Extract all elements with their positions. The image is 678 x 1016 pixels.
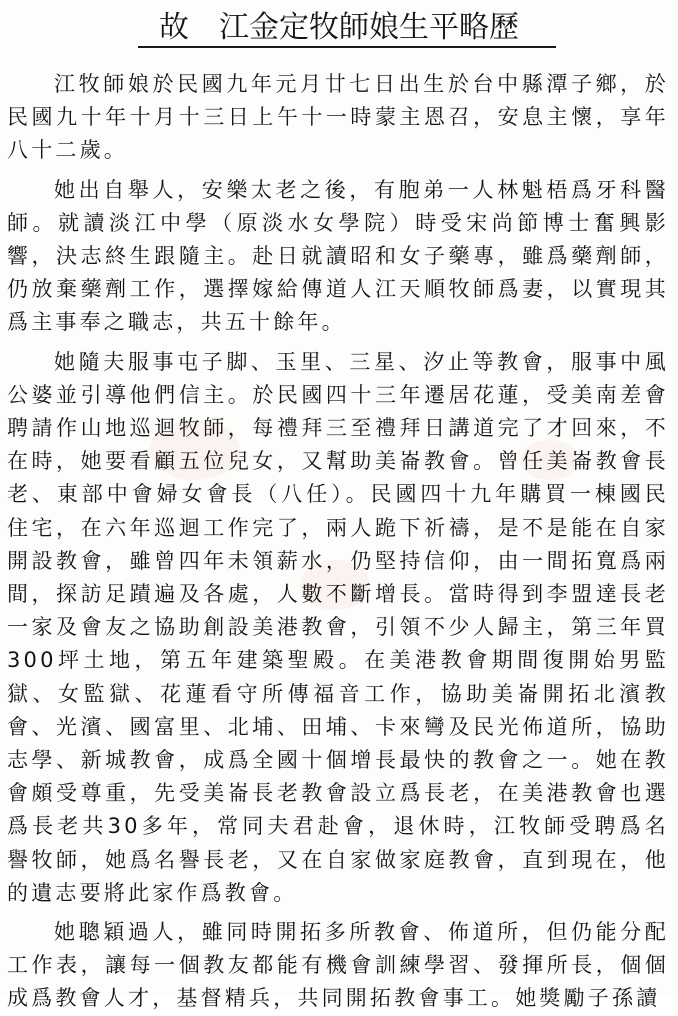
paragraph-background: 她出自舉人，安樂太老之後，有胞弟一人林魁梧爲牙科醫師。就讀淡江中學（原淡水女學院）時受宋尚節博士奮興影響，決志終生跟隨主。赴日就讀昭和女子藥專，雖爲藥劑師，仍放棄藥劑工作，選擇嫁給傳道人江天順牧師爲妻，以實現其爲主事奉之職志，共五十餘年。: [7, 177, 669, 335]
document-title: 故 江金定牧師娘生平略歷: [159, 10, 519, 45]
document-body: [7, 68, 669, 1016]
title-underline: [138, 46, 556, 48]
paragraph-birth-death: 江牧師娘於民國九年元月廿七日出生於台中縣潭子鄉，於民國九十年十月十三日上午十一時蒙主恩召，安息主懷，享年八十二歲。: [7, 72, 669, 163]
paragraph-character: 她聰穎過人，雖同時開拓多所教會、佈道所，但仍能分配工作表，讓每一個教友都能有機會訓練學習、發揮所長，個個成爲教會人才，基督精兵，共同開拓教會事工。她獎勵子孫讀: [7, 920, 669, 1011]
paragraph-ministry: 她隨夫服事屯子脚、玉里、三星、汐止等教會，服事中風公婆並引導他們信主。於民國四十三年遷居花蓮，受美南差會聘請作山地巡迴牧師，每禮拜三至禮拜日講道完了才回來，不在時，她要看顧五位兒女，又幫助美崙教會。曾任美崙教會長老、東部中會婦女會長（八任）。民國四十九年購買一棟國民住宅，在六年巡迴工作完了，兩人跪下祈禱，是不是能在自家開設教會，雖曾四年未領薪水，仍堅持信仰，由一間拓寬爲兩間，探訪足蹟遍及各處，人數不斷增長。當時得到李盟達長老一家及會友之協助創設美港教會，引領不少人歸主，第三年買300坪土地，第五年建築聖殿。在美港教會期間復開始男監獄、女監獄、花蓮看守所傳福音工作，協助美崙開拓北濱教會、光濱、國富里、北埔、田埔、卡來彎及民光佈道所，協助志學、新城教會，成爲全國十個增長最快的教會之一。她在教會頗受尊重，先受美崙長老教會設立爲長老，在美港教會也選爲長老共30多年，常同夫君赴會，退休時，江牧師受聘爲名譽牧師，她爲名譽長老，又在自家做家庭教會，直到現在，他的遺志要將此家作爲教會。: [7, 349, 669, 905]
